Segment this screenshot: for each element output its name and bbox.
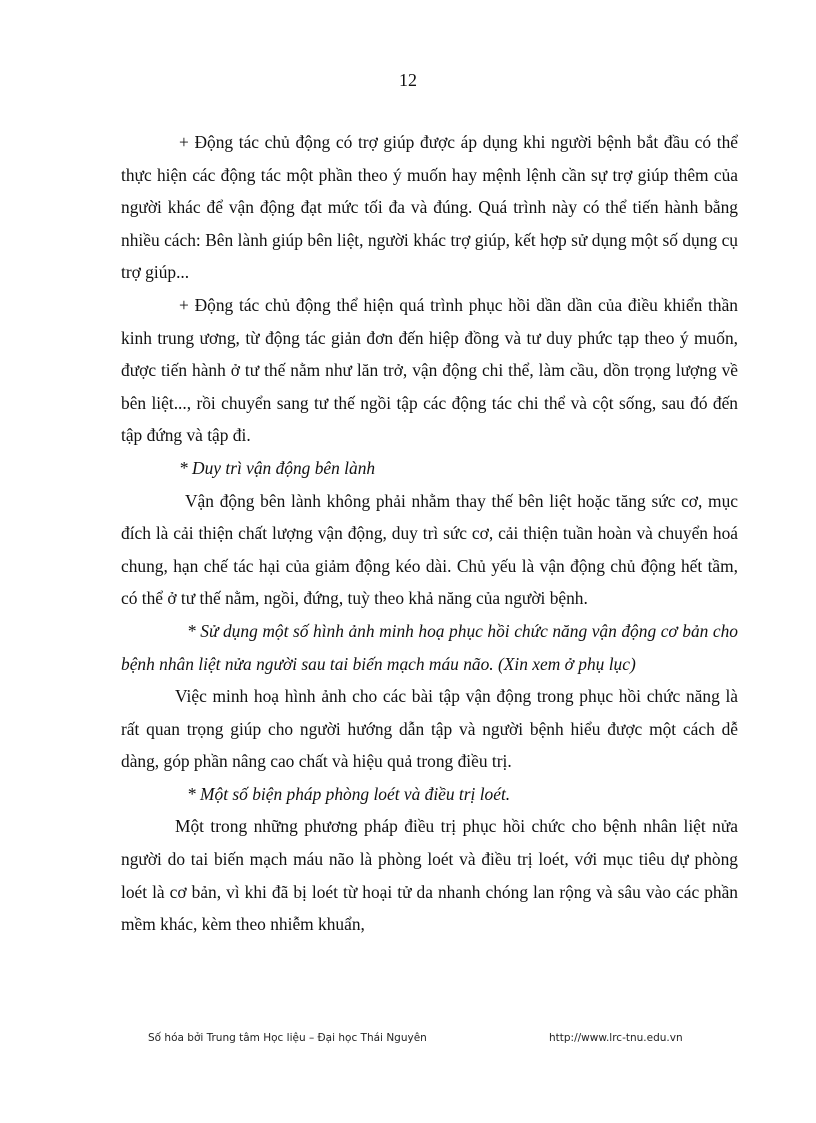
footer-url: http://www.lrc-tnu.edu.vn bbox=[549, 1032, 683, 1044]
heading-illustrations: * Sử dụng một số hình ảnh minh hoạ phục hồi chức năng vận động cơ bản cho bệnh nhân liệt nửa người sau tai biến mạch máu não. (Xin xem ở phụ lục) bbox=[121, 620, 738, 674]
paragraph-healthy-side-movement: Vận động bên lành không phải nhằm thay thế bên liệt hoặc tăng sức cơ, mục đích là cải thiện chất lượng vận động, duy trì sức cơ, cải thiện tuần hoàn và chuyển hoá chung, hạn chế tác hại của giảm động kéo dài. Chủ yếu là vận động chủ động hết tầm, có thể ở tư thế nằm, ngồi, đứng, tuỳ theo khả năng của người bệnh. bbox=[121, 490, 738, 609]
paragraph-active-movement: + Động tác chủ động thể hiện quá trình phục hồi dần dần của điều khiển thần kinh trung ương, từ động tác giản đơn đến hiệp đồng và tư duy phức tạp theo ý muốn, được tiến hành ở tư thế nằm như lăn trở, vận động chi thể, làm cầu, dồn trọng lượng về bên liệt..., rồi chuyển sang tư thế ngồi tập các động tác chi thể và cột sống, sau đó đến tập đứng và tập đi. bbox=[121, 294, 738, 446]
heading-maintain-healthy-side: * Duy trì vận động bên lành bbox=[179, 457, 376, 478]
heading-ulcer-prevention: * Một số biện pháp phòng loét và điều trị loét. bbox=[187, 783, 511, 804]
document-body bbox=[121, 126, 738, 941]
paragraph-illustrations: Việc minh hoạ hình ảnh cho các bài tập vận động trong phục hồi chức năng là rất quan trọng giúp cho người hướng dẫn tập và người bệnh hiểu được một cách dễ dàng, góp phần nâng cao chất và hiệu quả trong điều trị. bbox=[121, 686, 738, 772]
footer-source: Số hóa bởi Trung tâm Học liệu – Đại học Thái Nguyên bbox=[148, 1032, 427, 1044]
paragraph-ulcer-prevention: Một trong những phương pháp điều trị phục hồi chức cho bệnh nhân liệt nửa người do tai biến mạch máu não là phòng loét và điều trị loét, với mục tiêu dự phòng loét là cơ bản, vì khi đã bị loét từ hoại tử da nhanh chóng lan rộng và sâu vào các phần mềm khác, kèm theo nhiễm khuẩn, bbox=[121, 816, 738, 935]
paragraph-assisted-active-movement: + Động tác chủ động có trợ giúp được áp dụng khi người bệnh bắt đầu có thể thực hiện các động tác một phần theo ý muốn hay mệnh lệnh cần sự trợ giúp thêm của người khác để vận động đạt mức tối đa và đúng. Quá trình này có thể tiến hành bằng nhiều cách: Bên lành giúp bên liệt, người khác trợ giúp, kết hợp sử dụng một số dụng cụ trợ giúp... bbox=[121, 132, 738, 283]
page-number: 12 bbox=[399, 70, 417, 90]
